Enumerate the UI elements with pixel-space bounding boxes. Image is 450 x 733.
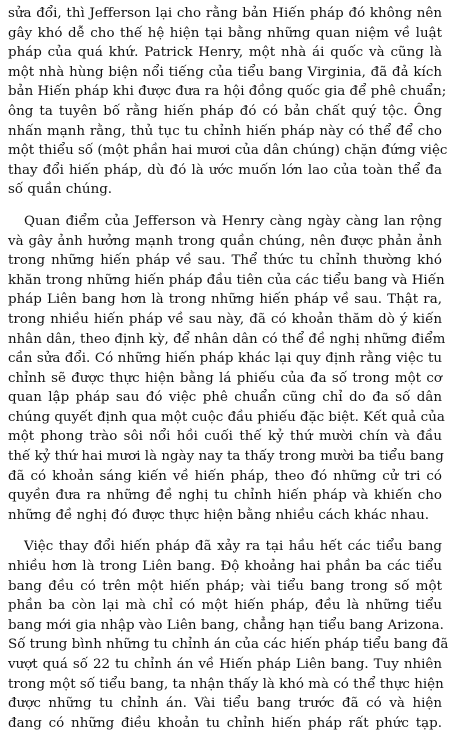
text-line: khăn trong những hiến pháp đầu tiên của các tiểu bang và Hiến — [8, 272, 445, 288]
text-line: chúng quyết định qua một cuộc đầu phiếu đặc biệt. Kết quả của — [8, 409, 445, 425]
text-line: trong một số tiểu bang, ta nhận thấy là khó mà có thể thực hiện — [8, 676, 444, 692]
paragraph-gap — [8, 200, 442, 212]
text-line: sửa đổi, thì Jefferson lại cho rằng bản Hiến pháp đó không nên — [8, 6, 442, 21]
text-line: một nhà hùng biện nổi tiếng của tiểu bang Virginia, đã đả kích — [8, 64, 442, 80]
text-line: gây khó dễ cho thế hệ hiện tại bằng những quan niệm về luật — [8, 25, 442, 41]
text-line: đã có khoản sáng kiến về hiến pháp, theo đó những cử tri có — [8, 468, 442, 484]
text-line: ông ta tuyên bố rằng hiến pháp đó có bản chất quý tộc. Ông — [8, 103, 442, 119]
text-line: và gây ảnh hưởng mạnh trong quần chúng, nên được phản ảnh — [8, 233, 442, 249]
text-line: những đề nghị đó được thực hiện bằng nhiều cách khác nhau. — [8, 507, 430, 523]
text-line: trong những hiến pháp về sau. Thể thức tu chỉnh thường khó — [8, 253, 442, 269]
text-line: Việc thay đổi hiến pháp đã xảy ra tại hầu hết các tiểu bang — [24, 539, 442, 555]
text-line: được những tu chỉnh án. Vài tiểu bang trước đã có và hiện — [8, 696, 442, 712]
text-line: nhiều hơn là trong Liên bang. Độ khoảng hai phần ba các tiểu — [8, 559, 442, 575]
text-line: số quần chúng. — [8, 182, 113, 198]
text-line: chỉnh sẽ được thực hiện bằng lá phiếu của đa số trong một cơ — [8, 370, 442, 386]
text-line: Quan điểm của Jefferson và Henry càng ngày càng lan rộng — [24, 213, 442, 229]
text-line: nhân dân, theo định kỳ, để nhân dân có thể đề nghị những điểm — [8, 331, 446, 347]
paragraph-gap — [8, 525, 442, 537]
text-line: một thiểu số (một phần hai mươi của dân chúng) chặn đứng việc — [8, 143, 448, 159]
text-line: phần ba còn lại mà chỉ có một hiến pháp, đều là những tiểu — [8, 598, 442, 614]
text-line: vượt quá số 22 tu chỉnh án về Hiến pháp Liên bang. Tuy nhiên — [8, 657, 442, 672]
text-line: một phong trào sôi nổi hồi cuối thế kỷ thứ mười chín và đầu — [8, 429, 442, 445]
text-line: quyền đưa ra những đề nghị tu chỉnh hiến pháp và khiến cho — [8, 488, 442, 504]
text-line: quan lập pháp sau đó việc phê chuẩn cũng chỉ do đa số dân — [8, 390, 442, 406]
text-line: Số trung bình những tu chỉnh án của các hiến pháp tiểu bang đã — [8, 637, 449, 653]
paragraph-1 — [8, 4, 448, 200]
text-line: bang đều có trên một hiến pháp; vài tiểu bang trong số một — [8, 578, 442, 594]
text-line: bang mới gia nhập vào Liên bang, chẳng hạn tiểu bang Arizona. — [8, 617, 444, 633]
text-line: pháp của quá khứ. Patrick Henry, một nhà ái quốc và cũng là — [8, 45, 442, 61]
text-line: thay đổi hiến pháp, dù đó là ước muốn lớn lao của toàn thể đa — [8, 162, 442, 178]
text-line: trong nhiều hiến pháp về sau này, đã có khoản thăm dò ý kiến — [8, 311, 442, 327]
paragraph-2 — [8, 212, 446, 526]
paragraph-3 — [8, 537, 449, 733]
text-line: bản Hiến pháp khi được đưa ra hội đồng quốc gia để phê chuẩn; — [8, 84, 447, 100]
text-line: pháp Liên bang hơn là trong những hiến pháp về sau. Thật ra, — [8, 292, 442, 308]
text-line: thế kỷ thứ hai mươi là ngày nay ta thấy trong mười ba tiểu bang — [8, 449, 444, 465]
text-line: nhấn mạnh rằng, thủ tục tu chỉnh hiến pháp này có thể để cho — [8, 123, 442, 139]
text-line: cần sửa đổi. Có những hiến pháp khác lại quy định rằng việc tu — [8, 351, 442, 367]
text-line: đang có những điều khoản tu chỉnh hiến pháp rất phức tạp. — [8, 715, 442, 731]
